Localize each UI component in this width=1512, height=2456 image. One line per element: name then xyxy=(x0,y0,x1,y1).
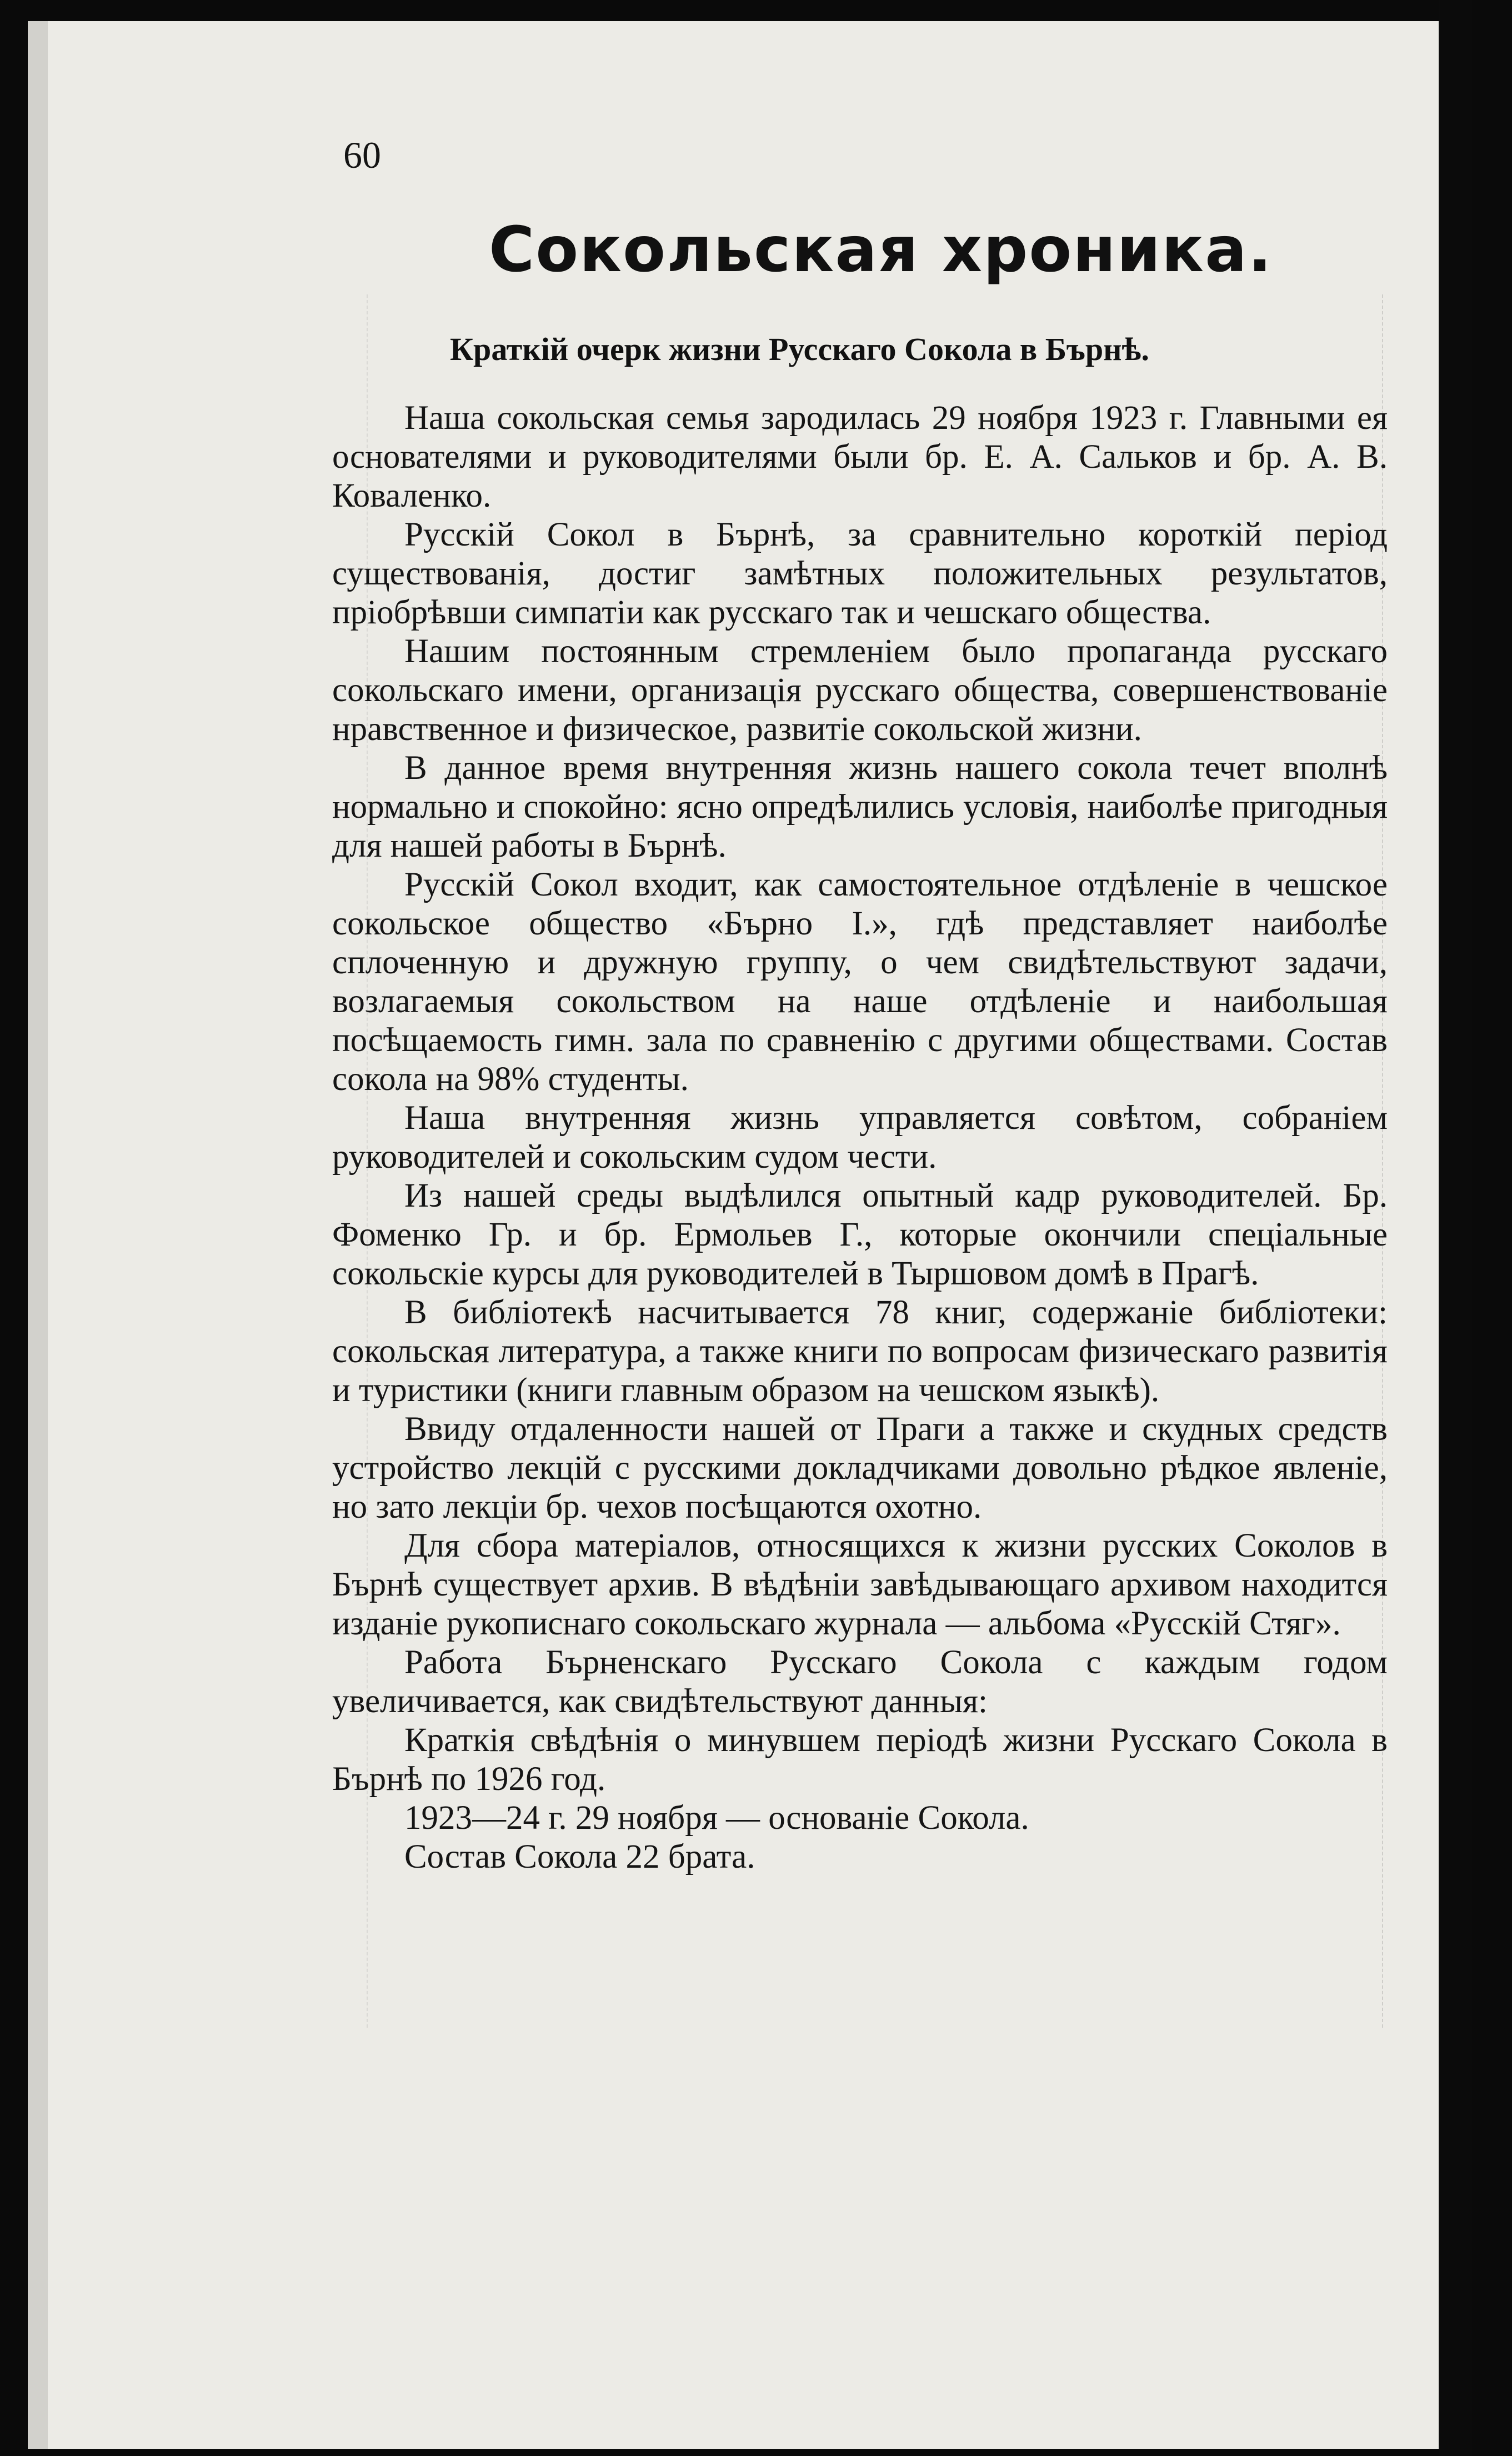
paragraph-6: Наша внутренняя жизнь управляется совѣтом, собраніем руководителей и сокольским судом чести. xyxy=(332,1099,1388,1176)
paragraph-7: Из нашей среды выдѣлился опытный кадр руководителей. Бр. Фоменко Гр. и бр. Ермольев Г., которые окончили спеціальные сокольскіе курсы для руководителей в Тыршовом домѣ в Прагѣ. xyxy=(332,1177,1388,1292)
paragraph-12: Краткія свѣдѣнія о минувшем періодѣ жизни Русскаго Сокола в Бърнѣ по 1926 год. xyxy=(332,1722,1388,1798)
paragraph-3: Нашим постоянным стремленіем было пропаганда русскаго сокольскаго имени, организація русскаго общества, совершенствованіе нравственное и физическое, развитіе сокольской жизни. xyxy=(332,633,1388,748)
paragraph-11: Работа Бърненскаго Русскаго Сокола с каждым годом увеличивается, как свидѣтельствуют данныя: xyxy=(332,1644,1388,1720)
paragraph-1: Наша сокольская семья зародилась 29 ноября 1923 г. Главными ея основателями и руководителями были бр. Е. А. Сальков и бр. А. В. Коваленко. xyxy=(332,399,1388,514)
paragraph-14: Состав Сокола 22 брата. xyxy=(404,1838,755,1875)
page-number: 60 xyxy=(343,134,381,176)
article-subtitle: Краткій очерк жизни Русскаго Сокола в Бърнѣ. xyxy=(450,331,1149,367)
page-title: Сокольская хроника. xyxy=(489,214,1273,286)
paragraph-2: Русскій Сокол в Бърнѣ, за сравнительно короткій період существованія, достиг замѣтных положительных результатов, пріобрѣвши симпатіи как русскаго так и чешскаго общества. xyxy=(332,516,1388,631)
paragraph-13: 1923—24 г. 29 ноября — основаніе Сокола. xyxy=(404,1799,1029,1837)
right-margin-shadow xyxy=(1439,0,1472,2456)
article-body xyxy=(332,399,1388,1877)
paragraph-5: Русскій Сокол входит, как самостоятельное отдѣленіе в чешское сокольское общество «Бърно I.», гдѣ представляет наиболѣе сплоченную и дружную группу, о чем свидѣтельствуют задачи, возлагаемыя сокольством на наше отдѣленіе и наибольшая посѣщаемость гимн. зала по сравненію с другими обществами. Состав сокола на 98% студенты. xyxy=(332,866,1388,1098)
paragraph-8: В библіотекѣ насчитывается 78 книг, содержаніе библіотеки: сокольская литература, а также книги по вопросам физическаго развитія и туристики (книги главным образом на чешском языкѣ). xyxy=(332,1294,1388,1409)
paragraph-9: Ввиду отдаленности нашей от Праги а также и скудных средств устройство лекцій с русскими докладчиками довольно рѣдкое явленіе, но зато лекціи бр. чехов посѣщаются охотно. xyxy=(332,1410,1388,1525)
paragraph-4: В данное время внутренняя жизнь нашего сокола течет вполнѣ нормально и спокойно: ясно опредѣлились условія, наиболѣе пригодныя для нашей работы в Бърнѣ. xyxy=(332,749,1388,864)
paragraph-10: Для сбора матеріалов, относящихся к жизни русских Соколов в Бърнѣ существует архив. В вѣдѣніи завѣдывающаго архивом находится изданіе рукописнаго сокольскаго журнала — альбома «Русскій Стяг». xyxy=(332,1527,1388,1642)
